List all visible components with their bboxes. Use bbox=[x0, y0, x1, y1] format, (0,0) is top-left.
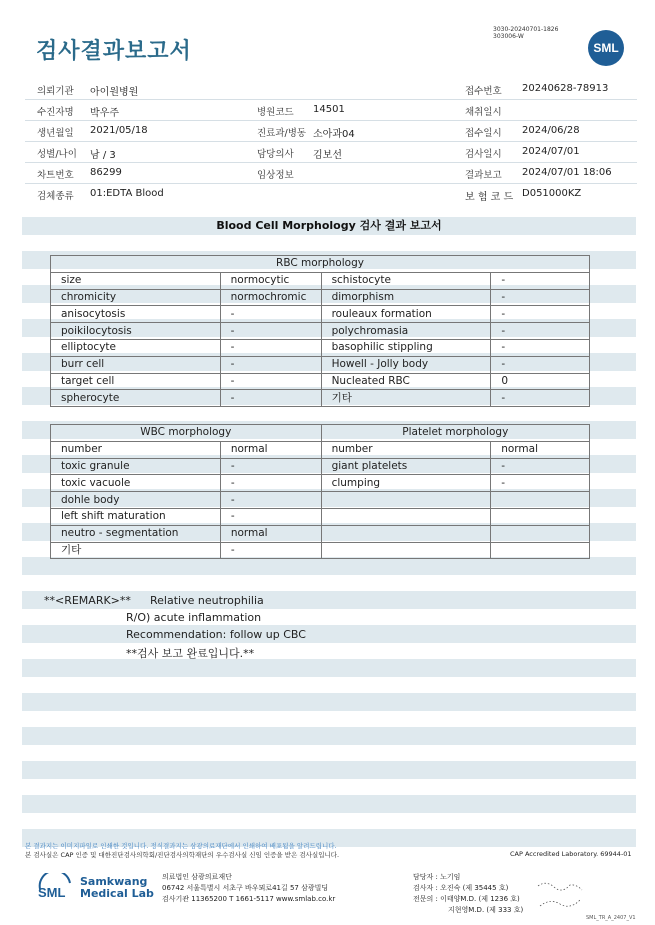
info-row: 의뢰기관 아이원병원 접수번호 20240628-78913 bbox=[25, 78, 637, 100]
table-row: dohle body - bbox=[51, 492, 590, 509]
cap-accreditation: CAP Accredited Laboratory. 69944-01 bbox=[510, 850, 632, 858]
table-row: toxic vacuole - clumping - bbox=[51, 475, 590, 492]
info-row: 검체종류 01:EDTA Blood 보 험 코 드 D051000KZ bbox=[37, 188, 582, 203]
svg-text:SML: SML bbox=[38, 885, 66, 900]
rbc-header: RBC morphology bbox=[51, 256, 590, 273]
accreditation-notice: 본 검사실은 CAP 인증 및 대한진단검사의학회/진단검사의학재단의 우수검사실 신임 인증을 받은 검사실입니다. bbox=[25, 851, 340, 859]
table-row: number normal number normal bbox=[51, 441, 590, 458]
remark-line: R/O) acute inflammation bbox=[126, 611, 262, 624]
page-title: 검사결과보고서 bbox=[36, 39, 192, 64]
table-row: poikilocytosis - polychromasia - bbox=[51, 323, 590, 340]
signatures: 담당자 : 노기임 검사자 : 오진숙 (제 35445 호) 전문의 : 이태양M.D. (제 1236 호) 지현영M.D. (제 333 호) bbox=[413, 873, 524, 914]
info-row: 차트번호 86299 임상정보 결과보고 2024/07/01 18:06 bbox=[25, 162, 637, 184]
remark-label: **<REMARK>** bbox=[44, 594, 131, 607]
table-row: toxic granule - giant platelets - bbox=[51, 458, 590, 475]
document-number: 3030-20240701-1826 303006-W bbox=[493, 26, 559, 40]
wbc-platelet-table bbox=[50, 424, 590, 559]
stripe bbox=[22, 693, 636, 711]
table-row: neutro - segmentation normal bbox=[51, 525, 590, 542]
table-row: target cell - Nucleated RBC 0 bbox=[51, 373, 590, 390]
stripe bbox=[22, 727, 636, 745]
table-row: chromicity normochromic dimorphism - bbox=[51, 289, 590, 306]
table-row: 기타 - bbox=[51, 542, 590, 559]
table-row: spherocyte - 기타 - bbox=[51, 390, 590, 407]
stripe bbox=[22, 557, 636, 575]
table-row: left shift maturation - bbox=[51, 508, 590, 525]
signature-scribble-icon bbox=[536, 878, 586, 912]
table-row: elliptocyte - basophilic stippling - bbox=[51, 339, 590, 356]
table-row: anisocytosis - rouleaux formation - bbox=[51, 306, 590, 323]
remark-line: Recommendation: follow up CBC bbox=[126, 628, 306, 641]
sml-footer-logo-icon bbox=[36, 873, 74, 903]
table-row: size normocytic schistocyte - bbox=[51, 272, 590, 289]
form-code: SML_TR_A_2407_V1 bbox=[586, 915, 636, 921]
rbc-table bbox=[50, 255, 590, 407]
stripe bbox=[22, 625, 636, 643]
wbc-header: WBC morphology bbox=[51, 425, 322, 442]
stripe bbox=[22, 795, 636, 813]
report-title: Blood Cell Morphology 검사 결과 보고서 bbox=[216, 219, 442, 232]
remark-line: **검사 보고 완료입니다.** bbox=[126, 647, 255, 660]
platelet-header: Platelet morphology bbox=[321, 425, 589, 442]
lab-address: 의료법인 삼광의료재단 06742 서울특별시 서초구 바우뫼로41길 57 삼광빌딩 검사기관 11365200 T 1661-5117 www.smlab.co.kr bbox=[162, 873, 336, 903]
table-row: burr cell - Howell - Jolly body - bbox=[51, 356, 590, 373]
info-row: 생년월일 2021/05/18 진료과/병동 소아과04 접수일시 2024/06/28 bbox=[25, 120, 637, 142]
stripe bbox=[22, 761, 636, 779]
brand-name: Samkwang Medical Lab bbox=[80, 875, 154, 900]
sml-logo: SML bbox=[588, 30, 624, 66]
info-row: 수진자명 박우주 병원코드 14501 채취일시 bbox=[25, 99, 637, 121]
stripe bbox=[22, 659, 636, 677]
remark-line: Relative neutrophilia bbox=[150, 594, 264, 607]
print-notice: 본 결과지는 이미지파일로 인쇄한 것입니다. 정식결과지는 삼광의료재단에서 인쇄하여 배포됨을 알려드립니다. bbox=[25, 842, 337, 850]
info-row: 성별/나이 남 / 3 담당의사 김보선 검사일시 2024/07/01 bbox=[25, 141, 637, 163]
